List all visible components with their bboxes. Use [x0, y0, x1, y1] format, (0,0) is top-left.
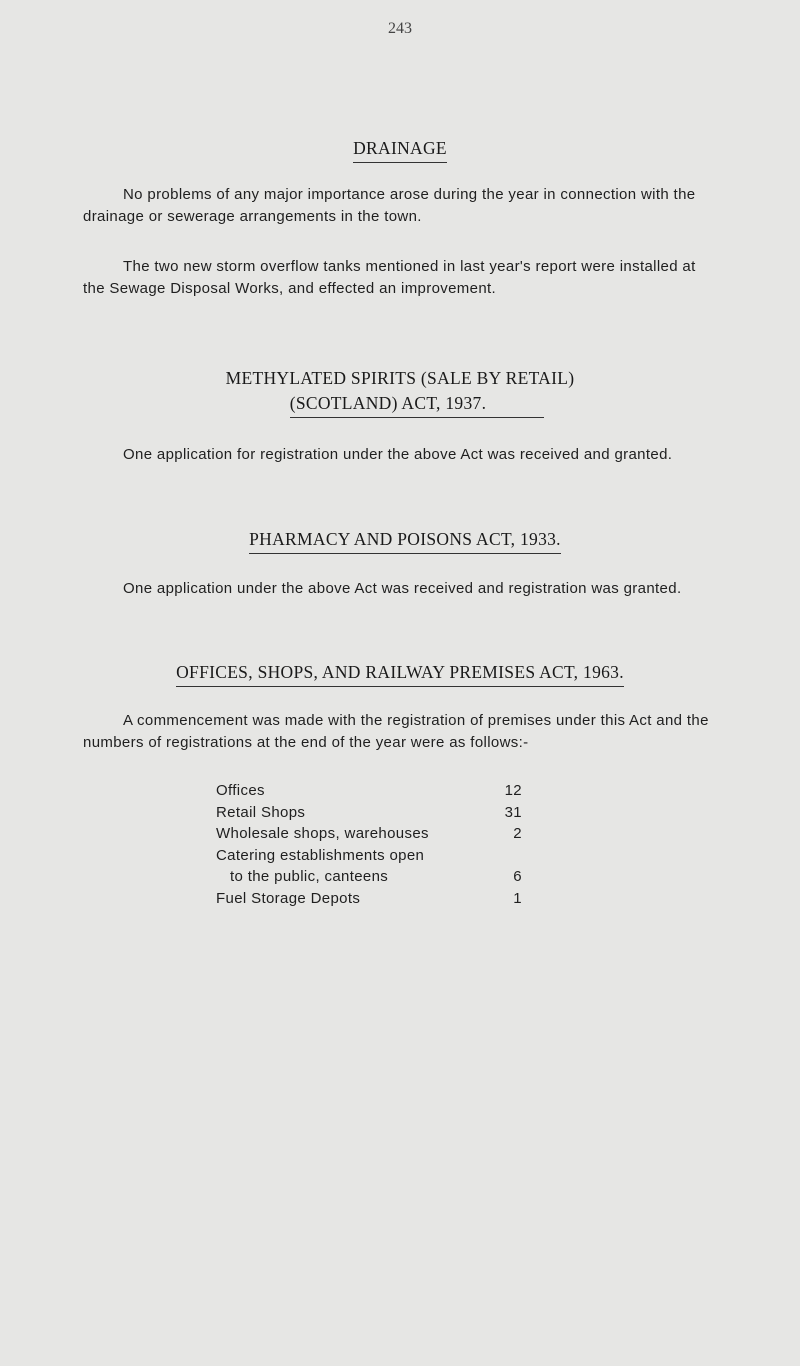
offices-paragraph-text: A commencement was made with the registration of premises under this Act and the numbers of registrations at the end of the year were as follows:- — [83, 712, 709, 751]
registration-count: 6 — [513, 868, 522, 885]
methylated-spirits-paragraph — [83, 444, 719, 466]
registration-count: 2 — [513, 825, 522, 842]
registration-label: Wholesale shops, warehouses — [216, 825, 429, 842]
table-row — [216, 802, 522, 824]
registrations-table — [216, 780, 522, 909]
methylated-spirits-heading-line2: (SCOTLAND) ACT, 1937. — [290, 391, 545, 418]
offices-heading-text: OFFICES, SHOPS, AND RAILWAY PREMISES ACT, 1963. — [176, 660, 624, 687]
table-row — [216, 888, 522, 910]
registration-count: 31 — [504, 803, 522, 821]
page-number: 243 — [388, 20, 412, 37]
registration-label: Catering establishments open — [216, 846, 425, 864]
methylated-spirits-heading — [0, 366, 800, 418]
drainage-paragraph-2-text: The two new storm overflow tanks mentioned in last year's report were installed at the Sewage Disposal Works, and effected an improvement. — [83, 258, 696, 297]
table-row — [216, 780, 522, 802]
registration-count: 1 — [513, 889, 522, 907]
pharmacy-paragraph-text: One application under the above Act was received and registration was granted. — [123, 580, 682, 597]
offices-paragraph — [83, 710, 719, 754]
drainage-paragraph-1-text: No problems of any major importance arose during the year in connection with the drainage or sewerage arrangements in the town. — [83, 186, 696, 225]
pharmacy-paragraph — [83, 578, 719, 600]
registration-label: Offices — [216, 782, 265, 799]
drainage-paragraph-1 — [83, 184, 719, 228]
drainage-heading — [0, 136, 800, 163]
drainage-paragraph-2 — [83, 256, 719, 300]
methylated-spirits-paragraph-text: One application for registration under the above Act was received and granted. — [123, 446, 673, 463]
pharmacy-heading-text: PHARMACY AND POISONS ACT, 1933. — [249, 527, 561, 554]
offices-heading — [0, 660, 800, 687]
table-row — [216, 845, 522, 888]
registration-label: Retail Shops — [216, 803, 306, 821]
methylated-spirits-heading-line1: METHYLATED SPIRITS (SALE BY RETAIL) — [225, 368, 575, 388]
registration-count: 12 — [504, 782, 522, 799]
registration-label-continued: to the public, canteens — [230, 868, 389, 885]
registration-label: Fuel Storage Depots — [216, 889, 361, 907]
table-row — [216, 823, 522, 845]
drainage-heading-text: DRAINAGE — [353, 136, 447, 163]
pharmacy-heading — [0, 527, 800, 554]
